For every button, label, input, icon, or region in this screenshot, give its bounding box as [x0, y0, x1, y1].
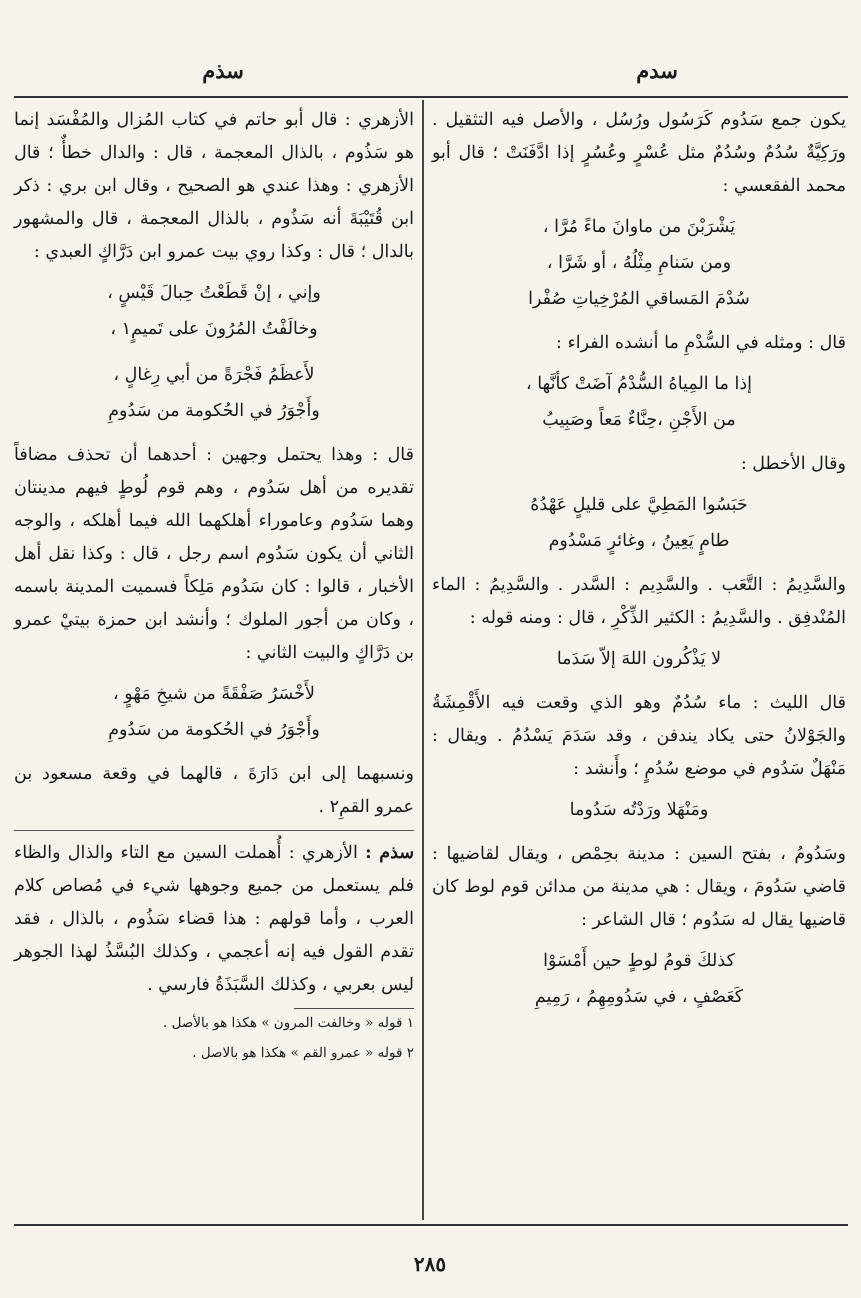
verse-line: كَعَصْفٍ ، في سَدُومِهِمُ ، رَمِيمِ [534, 987, 744, 1007]
right-column [432, 104, 846, 1025]
top-rule [14, 96, 848, 98]
verse-line: من الأَجْنِ ،حِنَّاءٌ مَعاً وصَبِيبُ [542, 410, 736, 430]
verse-block [432, 209, 846, 317]
verse-line: ومن سَنامِ مِثْلُهُ ، أو شَرَّا ، [546, 253, 732, 273]
verse-line: إذا ما المِياهُ السُّدْمُ آضَتْ كأنَّها ، [525, 374, 752, 394]
entry-text: الأزهري : أُهملت السين مع التاء والذال والظاء فلم يستعمل من جميع وجوهها شيء في مُصاص كلام العرب ، وأما قولهم : هذا قضاء سَذُوم ، بالذال ، فقد تقدم القول فيه إنه أعجمي ، وكذلك البُسَّذُ لهذا الجوهر ليس بعربي ، وكذلك السَّبَذَةُ فارسي . [14, 843, 414, 995]
verse-block [14, 676, 414, 748]
left-column [14, 104, 414, 1071]
verse-block [432, 943, 846, 1015]
verse-line: وأَجْوَرُ في الحُكومة من سَدُومِ [108, 401, 320, 421]
entry-paragraph: قال : وهذا يحتمل وجهين : أحدهما أن تحذف مضافاً تقديره من أهل سَدُوم ، وهم قوم لُوطٍ فيهم مدينتان وهما سَدُوم وعاموراء أهلكهما الله فيما أهلكه ، والوجه الثاني أن يكون سَدُوم اسم رجل ، قال : وكذا نقل أهل الأخبار ، قالوا : كان سَدُوم مَلِكاً فسميت المدينة باسمه ، وكان من أجور الملوك ؛ وأنشد ابن حمزة بيتيْ عمرو بن دَرَّاكٍ والبيت الثاني : [14, 445, 414, 663]
entry-paragraph: ونسبهما إلى ابن دَارَةَ ، قالهما في وقعة مسعود بن عمرو القمِ٢ . [14, 764, 414, 817]
verse-line: وخالَفْتُ المُرُونَ على تَميمٍ١ ، [110, 319, 318, 339]
entry-headword: سذم : [365, 843, 414, 863]
verse-line: وإني ، إنْ قَطَعْتُ حِبالَ قَيْسٍ ، [107, 283, 321, 303]
verse-block [432, 487, 846, 559]
verse-line: لأَخْسَرُ صَفْقَةً من شيخِ مَهْوٍ ، [113, 684, 315, 704]
verse-line: لأَعظَمُ فَجْرَةً من أبي رِغالٍ ، [113, 365, 315, 385]
entry-paragraph: الأزهري : قال أبو حاتم في كتاب المُزال والمُفْسَد إنما هو سَذُوم ، بالذال المعجمة ، قال : والدال خطأٌ ؛ قال الأزهري : وهذا عندي هو الصحيح ، وقال ابن بري : ذكر ابن قُتَيْبَةَ أنه سَذُوم ، بالذال المعجمة ، قال والمشهور بالدال ؛ قال : وكذا روي بيت عمرو ابن دَرَّاكٍ العبدي : [14, 110, 414, 262]
verse-block [14, 275, 414, 347]
verse-line: كذلكَ قومُ لوطٍ حين أَمْسَوْا [543, 951, 735, 971]
column-divider [422, 100, 424, 1220]
entry-paragraph [14, 837, 414, 1002]
verse-line: يَشْرَبْنَ من ماوانَ ماءً مُرَّا ، [542, 217, 736, 237]
footnote-rule [294, 1008, 414, 1009]
entry-paragraph: قال : ومثله في السُّدْمِ ما أنشده الفراء : [556, 333, 846, 353]
running-head-left: سذم [202, 58, 244, 83]
verse-block [432, 641, 846, 677]
entry-paragraph: والسَّدِيمُ : التَّعَب . والسَّدِيم : السَّدر . والسَّدِيمُ : الماء المُنْدفِق . والسَّدِيمُ : الكثير الذِّكْرِ ، قال : ومنه قوله : [432, 575, 846, 628]
verse-block [432, 366, 846, 438]
entry-paragraph: يكون جمع سَدُوم كَرَسُول ورُسُل ، والأصل فيه التثقيل . ورَكِيَّةٌ سُدُمٌ وسُدُمٌ مثل عُسْرٍ وعُسُرٍ إذا ادَّفَنَتْ ؛ قال أبو محمد الفقعسي : [432, 110, 846, 196]
footnote: ٢ قوله « عمرو القم » هكذا هو بالاصل . [192, 1045, 414, 1061]
verse-line: وأَجْوَرُ في الحُكومة من سَدُومِ [108, 720, 320, 740]
verse-block [432, 792, 846, 828]
verse-line: ومَنْهَلا ورَدْتُه سَدُوما [569, 800, 709, 820]
entry-paragraph: قال الليث : ماء سُدُمٌ وهو الذي وقعت فيه الأَقْمِشَةُ والجَوْلانُ حتى يكاد يندفن ، وقد سَدَمَ يَسْدُمُ . ويقال : مَنْهَلٌ سَدُوم في موضع سُدُمٍ ؛ وأَنشد : [432, 693, 846, 779]
page-number: ٢٨٥ [413, 1252, 447, 1276]
entry-paragraph: وقال الأخطل : [740, 454, 846, 474]
entry-separator [14, 830, 414, 831]
bottom-rule [14, 1224, 848, 1226]
footnote: ١ قوله « وخالفت المرون » هكذا هو بالأصل . [163, 1015, 414, 1031]
running-head-right: سدم [636, 58, 678, 83]
verse-line: لا يَذْكُرون اللهَ إلاّ سَدَما [556, 649, 722, 669]
entry-paragraph: وسَدُومُ ، بفتح السين : مدينة بحِمْص ، ويقال لقاضيها : قاضي سَدُومَ ، ويقال : هي مدينة من مدائن قوم لوط كان قاضيها يقال له سَدُوم ؛ قال الشاعر : [432, 844, 846, 930]
verse-line: حَبَسُوا المَطِيَّ على قليلٍ عَهْدُهُ [530, 495, 748, 515]
verse-block [14, 357, 414, 429]
verse-line: سُدْمَ المَساقي المُرْخِياتِ صُفْرا [528, 289, 750, 309]
verse-line: طامٍ يَعِينُ ، وغائرٍ مَسْدُوم [548, 531, 730, 551]
